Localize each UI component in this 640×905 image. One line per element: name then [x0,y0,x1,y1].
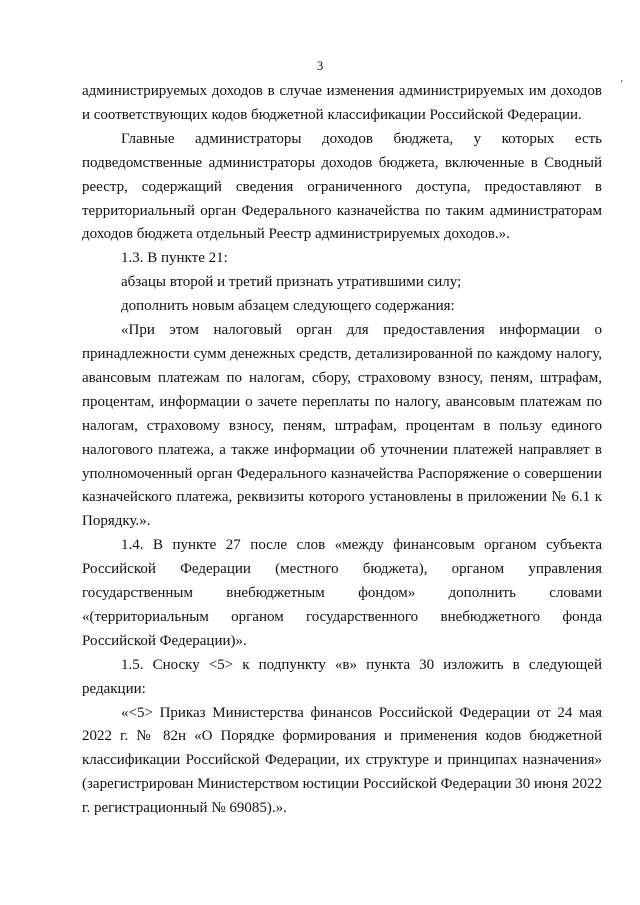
paragraph-item-1-3: 1.3. В пункте 21: [121,250,228,267]
edge-mark: ' [621,79,623,90]
paragraph-tax-authority: «При этом налоговый орган для предоставления информации о принадлежности сумм денежных средств, детализированной по каждому налогу, авансовым платежам по налогам, сбору, страховому взносу, пеням, штрафам, процентам, информации о зачете переплаты по налогу, авансовым платежам по налогам, страховому взносу, пеням, штрафам, процентам в пользу единого налогового платежа, а также информации об уточнении платежей направляет в уполномоченный орган Федерального казначейства Распоряжение о совершении казначейского платежа, реквизиты которого установлены в приложении № 6.1 к Порядку.». [82,322,602,530]
paragraph-repeal: абзацы второй и третий признать утратившими силу; [121,274,462,291]
paragraph-add: дополнить новым абзацем следующего содержания: [121,298,455,315]
paragraph-item-1-4: 1.4. В пункте 27 после слов «между финансовым органом субъекта Российской Федерации (местного бюджета), органом управления государственным внебюджетным фондом» дополнить словами «(территориальным органом государственного внебюджетного фонда Российской Федерации)». [82,537,602,649]
paragraph-item-1-5: 1.5. Сноску <5> к подпункту «в» пункта 30 изложить в следующей редакции: [82,656,602,697]
paragraph-continuation: администрируемых доходов в случае изменения администрируемых им доходов и соответствующих кодов бюджетной классификации Российской Федерации. [82,83,602,123]
paragraph-chief-administrators: Главные администраторы доходов бюджета, у которых есть подведомственные администраторы доходов бюджета, включенные в Сводный реестр, содержащий сведения ограниченного доступа, предоставляют в территориальный орган Федерального казначейства по таким администраторам доходов бюджета отдельный Реестр администрируемых доходов.». [82,130,602,243]
document-body [82,80,602,821]
paragraph-footnote-5: «<5> Приказ Министерства финансов Российской Федерации от 24 мая 2022 г. № 82н «О Порядке формирования и применения кодов бюджетной классификации Российской Федерации, их структуре и принципах назначения» (зарегистрирован Министерством юстиции Российской Федерации 30 июня 2022 г. регистрационный № 69085).». [82,704,602,817]
page-number: 3 [316,58,324,73]
